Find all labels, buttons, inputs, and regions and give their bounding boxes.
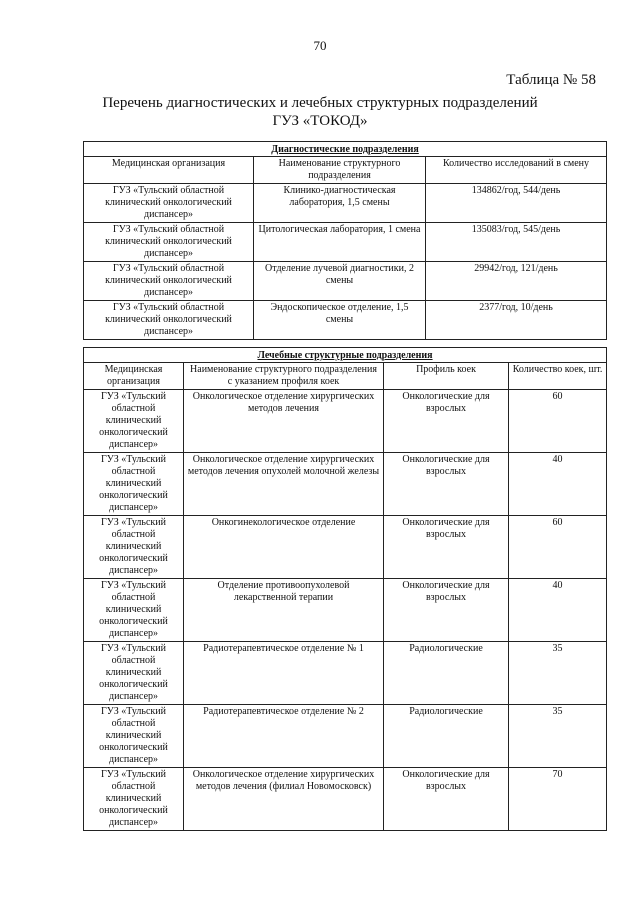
org-cell: ГУЗ «Тульский областной клинический онкологический диспансер» bbox=[84, 184, 254, 223]
count-cell: 29942/год, 121/день bbox=[426, 262, 607, 301]
beds-cell: 40 bbox=[509, 453, 607, 516]
beds-cell: 70 bbox=[509, 768, 607, 831]
profile-cell: Радиологические bbox=[384, 642, 509, 705]
count-cell: 134862/год, 544/день bbox=[426, 184, 607, 223]
beds-cell: 60 bbox=[509, 516, 607, 579]
org-cell: ГУЗ «Тульский областной клинический онкологический диспансер» bbox=[84, 768, 184, 831]
table-row bbox=[84, 301, 607, 340]
unit-cell: Онкологическое отделение хирургических методов лечения bbox=[184, 390, 384, 453]
count-cell: 135083/год, 545/день bbox=[426, 223, 607, 262]
org-cell: ГУЗ «Тульский областной клинический онкологический диспансер» bbox=[84, 262, 254, 301]
profile-cell: Онкологические для взрослых bbox=[384, 390, 509, 453]
unit-cell: Радиотерапевтическое отделение № 1 bbox=[184, 642, 384, 705]
table-row bbox=[84, 223, 607, 262]
beds-cell: 35 bbox=[509, 705, 607, 768]
table-row bbox=[84, 184, 607, 223]
table-row bbox=[84, 516, 607, 579]
page-number: 70 bbox=[313, 38, 327, 53]
treatment-section-title: Лечебные структурные подразделения bbox=[84, 348, 607, 363]
unit-cell: Клинико-диагностическая лаборатория, 1,5 смены bbox=[254, 184, 426, 223]
column-header: Медицинская организация bbox=[84, 363, 184, 390]
beds-cell: 40 bbox=[509, 579, 607, 642]
profile-cell: Онкологические для взрослых bbox=[384, 768, 509, 831]
org-cell: ГУЗ «Тульский областной клинический онкологический диспансер» bbox=[84, 390, 184, 453]
beds-cell: 60 bbox=[509, 390, 607, 453]
unit-cell: Онкогинекологическое отделение bbox=[184, 516, 384, 579]
unit-cell: Цитологическая лаборатория, 1 смена bbox=[254, 223, 426, 262]
table-row bbox=[84, 768, 607, 831]
table-label: Таблица № 58 bbox=[506, 72, 596, 88]
org-cell: ГУЗ «Тульский областной клинический онкологический диспансер» bbox=[84, 516, 184, 579]
unit-cell: Радиотерапевтическое отделение № 2 bbox=[184, 705, 384, 768]
title-line-1: Перечень диагностических и лечебных структурных подразделений bbox=[102, 95, 538, 111]
unit-cell: Эндоскопическое отделение, 1,5 смены bbox=[254, 301, 426, 340]
unit-cell: Онкологическое отделение хирургических методов лечения (филиал Новомосковск) bbox=[184, 768, 384, 831]
table-row bbox=[84, 579, 607, 642]
table-row bbox=[84, 390, 607, 453]
profile-cell: Онкологические для взрослых bbox=[384, 453, 509, 516]
column-header: Количество исследований в смену bbox=[426, 157, 607, 184]
column-header: Медицинская организация bbox=[84, 157, 254, 184]
org-cell: ГУЗ «Тульский областной клинический онкологический диспансер» bbox=[84, 223, 254, 262]
org-cell: ГУЗ «Тульский областной клинический онкологический диспансер» bbox=[84, 301, 254, 340]
profile-cell: Радиологические bbox=[384, 705, 509, 768]
column-header: Наименование структурного подразделения с указанием профиля коек bbox=[184, 363, 384, 390]
org-cell: ГУЗ «Тульский областной клинический онкологический диспансер» bbox=[84, 642, 184, 705]
table-row bbox=[84, 705, 607, 768]
count-cell: 2377/год, 10/день bbox=[426, 301, 607, 340]
table-row bbox=[84, 453, 607, 516]
unit-cell: Отделение противоопухолевой лекарственной терапии bbox=[184, 579, 384, 642]
column-header: Профиль коек bbox=[384, 363, 509, 390]
table-row bbox=[84, 642, 607, 705]
table-row bbox=[84, 262, 607, 301]
org-cell: ГУЗ «Тульский областной клинический онкологический диспансер» bbox=[84, 705, 184, 768]
org-cell: ГУЗ «Тульский областной клинический онкологический диспансер» bbox=[84, 453, 184, 516]
unit-cell: Отделение лучевой диагностики, 2 смены bbox=[254, 262, 426, 301]
beds-cell: 35 bbox=[509, 642, 607, 705]
document-title bbox=[0, 94, 640, 130]
column-header: Количество коек, шт. bbox=[509, 363, 607, 390]
diagnostic-units-table bbox=[83, 141, 607, 340]
unit-cell: Онкологическое отделение хирургических методов лечения опухолей молочной железы bbox=[184, 453, 384, 516]
profile-cell: Онкологические для взрослых bbox=[384, 516, 509, 579]
treatment-units-table bbox=[83, 347, 607, 831]
org-cell: ГУЗ «Тульский областной клинический онкологический диспансер» bbox=[84, 579, 184, 642]
column-header: Наименование структурного подразделения bbox=[254, 157, 426, 184]
diagnostic-section-title: Диагностические подразделения bbox=[84, 142, 607, 157]
title-line-2: ГУЗ «ТОКОД» bbox=[272, 113, 368, 129]
profile-cell: Онкологические для взрослых bbox=[384, 579, 509, 642]
